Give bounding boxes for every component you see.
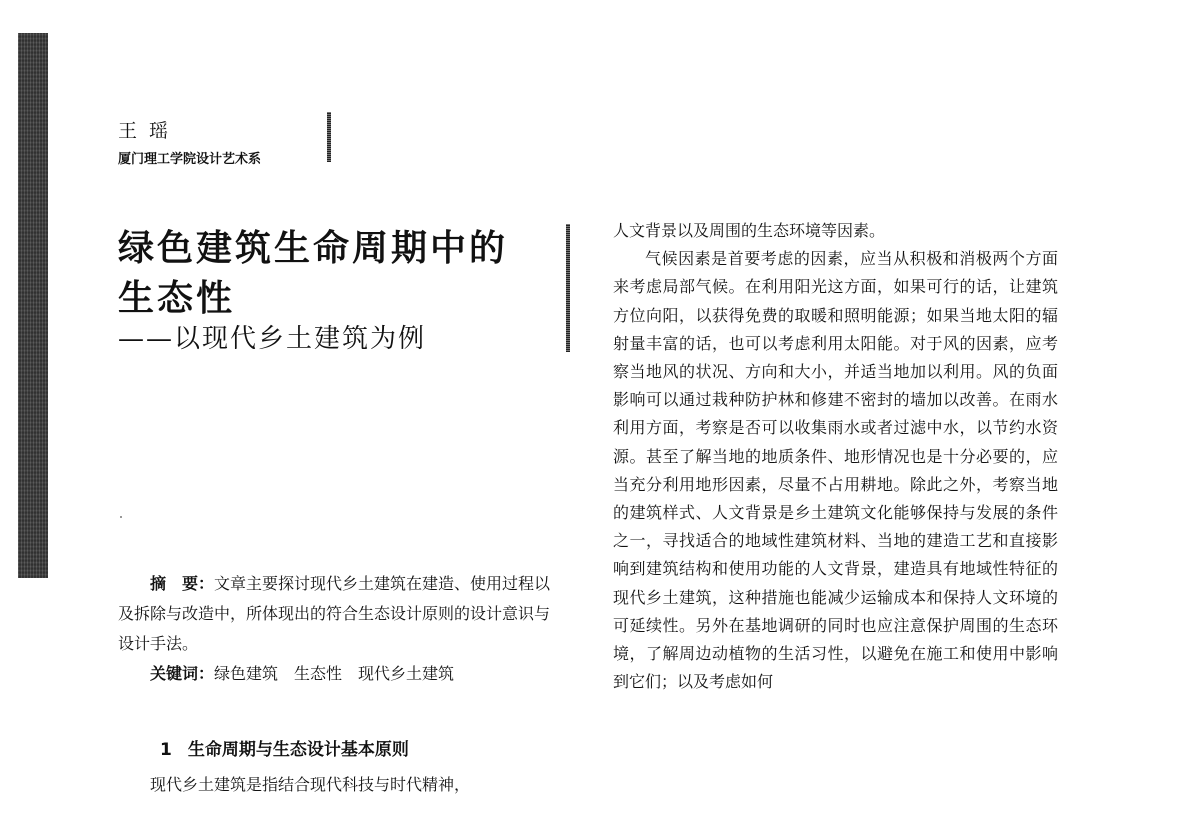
scan-edge-strip — [18, 33, 48, 578]
author-name: 王瑶 — [118, 120, 181, 142]
right-paragraph-2: 气候因素是首要考虑的因素，应当从积极和消极两个方面来考虑局部气候。在利用阳光这方面，如果可行的话，让建筑方位向阳，以获得免费的取暖和照明能源；如果当地太阳的辐射量丰富的话，也可以考虑利用太阳能。对于风的因素，应考察当地风的状况、方向和大小，并适当地加以利用。风的负面影响可以通过栽种防护林和修建不密封的墙加以改善。在雨水利用方面，考察是否可以收集雨水或者过滤中水，以节约水资源。甚至了解当地的地质条件、地形情况也是十分必要的，应当充分利用地形因素，尽量不占用耕地。除此之外，考察当地的建筑样式、人文背景是乡土建筑文化能够保持与发展的条件之一，寻找适合的地域性建筑材料、当地的建造工艺和直接影响到建筑结构和使用功能的人文背景，建造具有地域性特征的现代乡土建筑，这种措施也能减少运输成本和保持人文环境的可延续性。另外在基地调研的同时也应注意保护周围的生态环境，了解周边动植物的生活习性，以避免在施工和使用中影响到它们；以及考虑如何 — [613, 249, 1058, 692]
article-title: 绿色建筑生命周期中的 生态性 — [118, 228, 509, 319]
section-number: 1 — [160, 740, 172, 760]
abstract-label: 摘 要： — [150, 574, 215, 593]
keywords — [118, 659, 558, 689]
margin-scan-mark — [566, 224, 570, 352]
article-subtitle: ——以现代乡土建筑为例 — [118, 324, 427, 354]
author-affiliation: 厦门理工学院设计艺术系 — [118, 152, 262, 167]
keywords-text: 绿色建筑 生态性 现代乡土建筑 — [214, 664, 455, 683]
abstract-text: 文章主要探讨现代乡土建筑在建造、使用过程以及拆除与改造中，所体现出的符合生态设计原则的设计意识与设计手法。 — [118, 574, 551, 653]
right-paragraph-1: 人文背景以及周围的生态环境等因素。 — [613, 221, 886, 240]
keywords-label: 关键词： — [150, 664, 215, 683]
section-title: 生命周期与生态设计基本原则 — [187, 740, 409, 760]
right-column — [613, 217, 1058, 696]
body-paragraph-left: 现代乡土建筑是指结合现代科技与时代精神， — [150, 775, 471, 794]
section-heading — [160, 735, 409, 760]
scan-speck — [120, 516, 122, 518]
margin-scan-mark — [327, 112, 331, 162]
abstract — [118, 569, 558, 659]
